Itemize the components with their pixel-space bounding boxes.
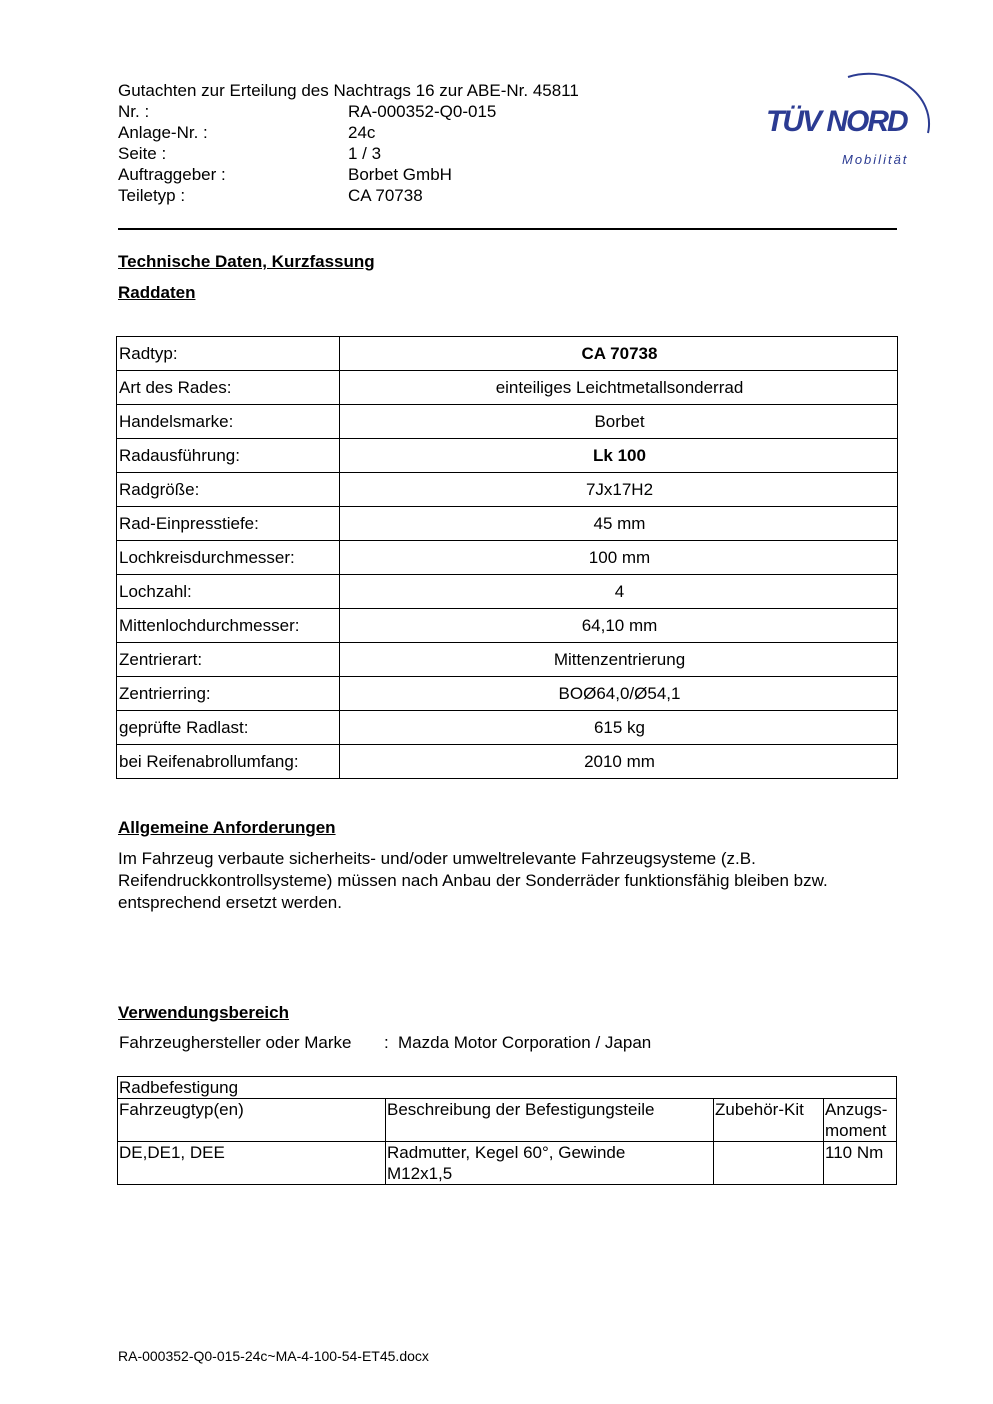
document-title: Gutachten zur Erteilung des Nachtrags 16 zur ABE-Nr. 45811 bbox=[118, 81, 579, 100]
raddaten-value: einteiliges Leichtmetallsonderrad bbox=[340, 371, 898, 405]
header-line: moment bbox=[825, 1121, 887, 1140]
header-value: RA-000352-Q0-015 bbox=[348, 102, 497, 121]
header-value: CA 70738 bbox=[348, 186, 423, 205]
raddaten-label: Radausführung: bbox=[117, 439, 340, 473]
raddaten-label: Handelsmarke: bbox=[117, 405, 340, 439]
header-row-auftraggeber bbox=[118, 164, 718, 185]
paragraph-line: Reifendruckkontrollsysteme) müssen nach Anbau der Sonderräder funktionsfähig bleiben bzw. bbox=[118, 871, 828, 890]
table-row bbox=[117, 643, 898, 677]
header-label: Anlage-Nr. : bbox=[118, 123, 208, 142]
cell-line: M12x1,5 bbox=[387, 1164, 453, 1183]
raddaten-value: 4 bbox=[340, 575, 898, 609]
paragraph-line: entsprechend ersetzt werden. bbox=[118, 893, 342, 912]
header-row-teiletyp bbox=[118, 185, 718, 206]
hersteller-label: Fahrzeughersteller oder Marke bbox=[119, 1033, 352, 1052]
befestigung-title: Radbefestigung bbox=[118, 1077, 897, 1099]
header-value: Borbet GmbH bbox=[348, 165, 452, 184]
tuev-nord-logo bbox=[760, 55, 945, 175]
cell-typ: DE,DE1, DEE bbox=[118, 1142, 386, 1185]
section-heading-raddaten: Raddaten bbox=[118, 283, 196, 302]
raddaten-label: Zentrierring: bbox=[117, 677, 340, 711]
footer-filename: RA-000352-Q0-015-24c~MA-4-100-54-ET45.docx bbox=[118, 1348, 429, 1364]
header-label: Teiletyp : bbox=[118, 186, 186, 205]
table-row bbox=[117, 439, 898, 473]
raddaten-label: Radtyp: bbox=[117, 337, 340, 371]
column-header-kit: Zubehör-Kit bbox=[714, 1099, 824, 1142]
section-heading-allgemein: Allgemeine Anforderungen bbox=[118, 818, 336, 837]
raddaten-label: Art des Rades: bbox=[117, 371, 340, 405]
cell-beschreibung bbox=[386, 1142, 714, 1185]
table-row bbox=[117, 405, 898, 439]
raddaten-value: 615 kg bbox=[340, 711, 898, 745]
raddaten-label: Lochkreisdurchmesser: bbox=[117, 541, 340, 575]
hersteller-value: Mazda Motor Corporation / Japan bbox=[398, 1033, 652, 1052]
table-row bbox=[117, 711, 898, 745]
cell-moment: 110 Nm bbox=[824, 1142, 897, 1185]
hersteller-separator: : bbox=[384, 1033, 389, 1052]
header-label: Auftraggeber : bbox=[118, 165, 226, 184]
header-row-seite bbox=[118, 143, 718, 164]
cell-line: Radmutter, Kegel 60°, Gewinde bbox=[387, 1143, 626, 1162]
allgemein-paragraph bbox=[118, 848, 898, 914]
cell-kit bbox=[714, 1142, 824, 1185]
column-header-moment bbox=[824, 1099, 897, 1142]
header-row-nr bbox=[118, 101, 718, 122]
raddaten-label: Lochzahl: bbox=[117, 575, 340, 609]
header-label: Nr. : bbox=[118, 102, 150, 121]
column-header-typ: Fahrzeugtyp(en) bbox=[118, 1099, 386, 1142]
header-value: 1 / 3 bbox=[348, 144, 382, 163]
table-row bbox=[117, 745, 898, 779]
section-heading-tech: Technische Daten, Kurzfassung bbox=[118, 252, 375, 271]
section-heading-verwendung: Verwendungsbereich bbox=[118, 1003, 289, 1022]
raddaten-label: Mittenlochdurchmesser: bbox=[117, 609, 340, 643]
raddaten-value: 100 mm bbox=[340, 541, 898, 575]
raddaten-value: 45 mm bbox=[340, 507, 898, 541]
table-row bbox=[117, 541, 898, 575]
raddaten-value: BOØ64,0/Ø54,1 bbox=[340, 677, 898, 711]
paragraph-line: Im Fahrzeug verbaute sicherheits- und/oder umweltrelevante Fahrzeugsysteme (z.B. bbox=[118, 849, 756, 868]
table-row bbox=[117, 677, 898, 711]
table-row bbox=[117, 371, 898, 405]
befestigung-table bbox=[117, 1076, 897, 1185]
table-row bbox=[117, 609, 898, 643]
raddaten-value: Lk 100 bbox=[340, 439, 898, 473]
raddaten-value: Mittenzentrierung bbox=[340, 643, 898, 677]
raddaten-value: 2010 mm bbox=[340, 745, 898, 779]
raddaten-value: CA 70738 bbox=[340, 337, 898, 371]
logo-brand: TÜV NORD bbox=[766, 105, 907, 138]
header-line: Anzugs- bbox=[825, 1100, 888, 1119]
raddaten-label: bei Reifenabrollumfang: bbox=[117, 745, 340, 779]
table-row bbox=[117, 473, 898, 507]
raddaten-value: 64,10 mm bbox=[340, 609, 898, 643]
column-header-beschreibung: Beschreibung der Befestigungsteile bbox=[386, 1099, 714, 1142]
raddaten-label: Zentrierart: bbox=[117, 643, 340, 677]
header-row-anlage bbox=[118, 122, 718, 143]
table-row bbox=[117, 507, 898, 541]
header-value: 24c bbox=[348, 123, 376, 142]
raddaten-value: Borbet bbox=[340, 405, 898, 439]
logo-subtitle: Mobilität bbox=[842, 152, 909, 167]
table-row bbox=[118, 1142, 897, 1185]
header-divider bbox=[118, 228, 897, 230]
raddaten-label: Radgröße: bbox=[117, 473, 340, 507]
table-row bbox=[117, 575, 898, 609]
table-row bbox=[117, 337, 898, 371]
raddaten-value: 7Jx17H2 bbox=[340, 473, 898, 507]
raddaten-table bbox=[116, 336, 898, 779]
raddaten-label: geprüfte Radlast: bbox=[117, 711, 340, 745]
header-label: Seite : bbox=[118, 144, 167, 163]
raddaten-label: Rad-Einpresstiefe: bbox=[117, 507, 340, 541]
